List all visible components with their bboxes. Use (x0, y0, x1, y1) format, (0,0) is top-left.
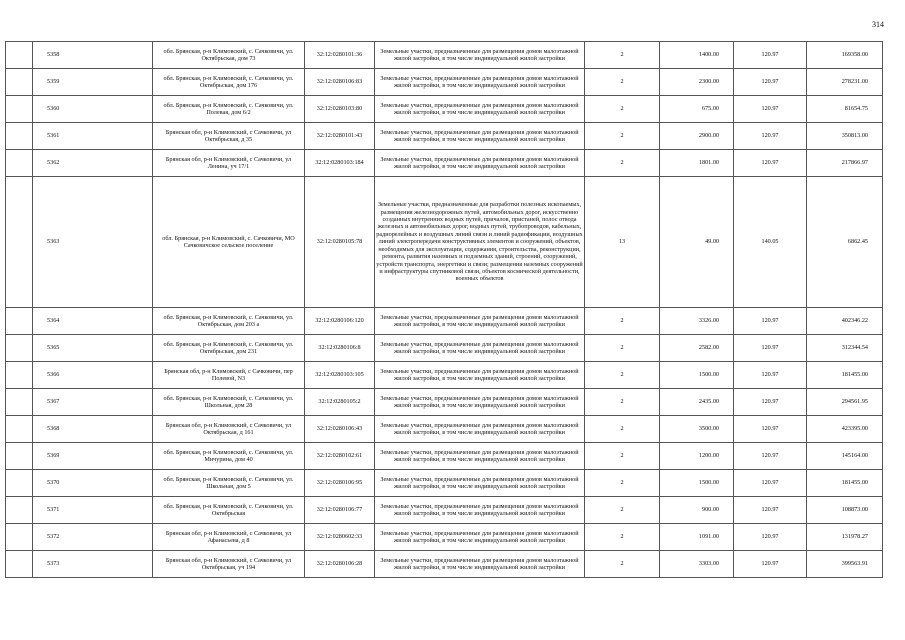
area-value: 1400.00 (660, 42, 734, 69)
cadastral-value: 181455.00 (807, 470, 883, 497)
blank-cell (6, 362, 33, 389)
address-cell: Брянская обл, р-н Климовский, с Сачковичи, ул Октябрьская, уч 194 (153, 551, 305, 578)
land-purpose: Земельные участки, предназначенные для размещения домов малоэтажной жилой застройки, в том числе индивидуальной жилой застройки (375, 389, 585, 416)
row-number: 5359 (33, 69, 153, 96)
row-number: 5363 (33, 177, 153, 308)
blank-cell (6, 524, 33, 551)
address-cell: обл. Брянская, р-н Климовский, с. Сачковичи, ул. Школьная, дом 28 (153, 389, 305, 416)
group-number: 2 (585, 96, 660, 123)
address-cell: обл. Брянская, р-н Климовский, с. Сачковичи, ул. Мичурина, дом 40 (153, 443, 305, 470)
cadastral-number: 32:12:0280103:105 (305, 362, 375, 389)
rate-value: 120.97 (734, 362, 807, 389)
group-number: 2 (585, 335, 660, 362)
group-number: 2 (585, 443, 660, 470)
land-purpose: Земельные участки, предназначенные для размещения домов малоэтажной жилой застройки, в том числе индивидуальной жилой застройки (375, 308, 585, 335)
cadastral-value: 402346.22 (807, 308, 883, 335)
blank-cell (6, 497, 33, 524)
cadastral-value: 399563.91 (807, 551, 883, 578)
rate-value: 120.97 (734, 123, 807, 150)
group-number: 2 (585, 389, 660, 416)
cadastral-value: 169358.00 (807, 42, 883, 69)
area-value: 49.00 (660, 177, 734, 308)
table-row (6, 470, 883, 497)
group-number: 2 (585, 69, 660, 96)
cadastral-value: 350813.00 (807, 123, 883, 150)
area-value: 3326.00 (660, 308, 734, 335)
table-row (6, 123, 883, 150)
blank-cell (6, 177, 33, 308)
cadastral-value: 108873.00 (807, 497, 883, 524)
land-purpose: Земельные участки, предназначенные для разработки полезных ископаемых, размещения железнодорожных путей, автомобильных дорог, искусственно созданных внутренних водных путей, причалов, пристаней, полос отвода железных и автомобильных дорог, водных путей, трубопроводов, кабельных, радиорелейных и воздушных линий связи и линий радиофикации, воздушных линий электропередачи конструктивных элементов и сооружений, объектов, необходимых для эксплуатации, содержания, строительства, реконструкции, ремонта, развития наземных и подземных зданий, строений, сооружений, устройств транспорта, энергетики и связи; размещения наземных сооружений и инфраструктуры спутниковой связи, объектов космической деятельности, военных объектов (375, 177, 585, 308)
rate-value: 120.97 (734, 335, 807, 362)
blank-cell (6, 150, 33, 177)
land-registry-table (5, 41, 883, 578)
group-number: 2 (585, 42, 660, 69)
cadastral-number: 32:12:0280106:8 (305, 335, 375, 362)
blank-cell (6, 551, 33, 578)
rate-value: 120.97 (734, 443, 807, 470)
table-row (6, 416, 883, 443)
rate-value: 120.97 (734, 470, 807, 497)
table-row (6, 389, 883, 416)
cadastral-number: 32:12:0280106:77 (305, 497, 375, 524)
area-value: 2900.00 (660, 123, 734, 150)
rate-value: 140.05 (734, 177, 807, 308)
cadastral-number: 32:12:0280106:120 (305, 308, 375, 335)
address-cell: обл. Брянская, р-н Климовский, с. Сачковичи, ул. Октябрьская, дом 73 (153, 42, 305, 69)
row-number: 5360 (33, 96, 153, 123)
address-cell: обл. Брянская, р-н Климовский, с. Сачковичи, МО Сачковичское сельское поселение (153, 177, 305, 308)
cadastral-value: 6862.45 (807, 177, 883, 308)
row-number: 5365 (33, 335, 153, 362)
row-number: 5367 (33, 389, 153, 416)
group-number: 2 (585, 551, 660, 578)
cadastral-number: 32:12:0280106:28 (305, 551, 375, 578)
row-number: 5369 (33, 443, 153, 470)
cadastral-value: 312344.54 (807, 335, 883, 362)
blank-cell (6, 42, 33, 69)
row-number: 5364 (33, 308, 153, 335)
cadastral-number: 32:12:0280105:2 (305, 389, 375, 416)
cadastral-number: 32:12:0280106:43 (305, 416, 375, 443)
row-number: 5358 (33, 42, 153, 69)
blank-cell (6, 389, 33, 416)
cadastral-value: 131978.27 (807, 524, 883, 551)
table-body (6, 42, 883, 578)
area-value: 1500.00 (660, 362, 734, 389)
area-value: 1200.00 (660, 443, 734, 470)
page-number: 314 (872, 20, 884, 29)
rate-value: 120.97 (734, 524, 807, 551)
land-purpose: Земельные участки, предназначенные для размещения домов малоэтажной жилой застройки, в том числе индивидуальной жилой застройки (375, 470, 585, 497)
cadastral-number: 32:12:0280103:80 (305, 96, 375, 123)
group-number: 2 (585, 416, 660, 443)
row-number: 5362 (33, 150, 153, 177)
table-row (6, 308, 883, 335)
address-cell: Брянская обл, р-н Климовский, с Сачковичи, пер Полевой, N3 (153, 362, 305, 389)
group-number: 2 (585, 524, 660, 551)
blank-cell (6, 416, 33, 443)
table-row (6, 524, 883, 551)
cadastral-value: 294561.95 (807, 389, 883, 416)
address-cell: Брянская обл, р-н Климовский, с Сачковичи, ул Октябрьская, д 161 (153, 416, 305, 443)
cadastral-number: 32:12:0280101:36 (305, 42, 375, 69)
area-value: 3500.00 (660, 416, 734, 443)
area-value: 3303.00 (660, 551, 734, 578)
rate-value: 120.97 (734, 150, 807, 177)
land-purpose: Земельные участки, предназначенные для размещения домов малоэтажной жилой застройки, в том числе индивидуальной жилой застройки (375, 150, 585, 177)
cadastral-value: 145164.00 (807, 443, 883, 470)
blank-cell (6, 69, 33, 96)
row-number: 5372 (33, 524, 153, 551)
address-cell: обл. Брянская, р-н Климовский, с. Сачковичи, ул. Октябрьская (153, 497, 305, 524)
group-number: 2 (585, 308, 660, 335)
rate-value: 120.97 (734, 96, 807, 123)
land-purpose: Земельные участки, предназначенные для размещения домов малоэтажной жилой застройки, в том числе индивидуальной жилой застройки (375, 416, 585, 443)
land-purpose: Земельные участки, предназначенные для размещения домов малоэтажной жилой застройки, в том числе индивидуальной жилой застройки (375, 524, 585, 551)
cadastral-value: 181455.00 (807, 362, 883, 389)
land-purpose: Земельные участки, предназначенные для размещения домов малоэтажной жилой застройки, в том числе индивидуальной жилой застройки (375, 335, 585, 362)
rate-value: 120.97 (734, 389, 807, 416)
table-row (6, 497, 883, 524)
table-row (6, 42, 883, 69)
group-number: 13 (585, 177, 660, 308)
address-cell: обл. Брянская, р-н Климовский, с. Сачковичи, ул. Школьная, дом 5 (153, 470, 305, 497)
cadastral-value: 81654.75 (807, 96, 883, 123)
table-row (6, 443, 883, 470)
land-purpose: Земельные участки, предназначенные для размещения домов малоэтажной жилой застройки, в том числе индивидуальной жилой застройки (375, 42, 585, 69)
rate-value: 120.97 (734, 42, 807, 69)
land-purpose: Земельные участки, предназначенные для размещения домов малоэтажной жилой застройки, в том числе индивидуальной жилой застройки (375, 123, 585, 150)
cadastral-number: 32:12:0280101:43 (305, 123, 375, 150)
blank-cell (6, 123, 33, 150)
blank-cell (6, 443, 33, 470)
address-cell: Брянская обл, р-н Климовский, с Сачковичи, ул Октябрьская, д 35 (153, 123, 305, 150)
blank-cell (6, 335, 33, 362)
rate-value: 120.97 (734, 551, 807, 578)
cadastral-number: 32:12:0280103:184 (305, 150, 375, 177)
area-value: 2582.00 (660, 335, 734, 362)
address-cell: обл. Брянская, р-н Климовский, с. Сачковичи, ул. Октябрьская, дом 203 а (153, 308, 305, 335)
land-purpose: Земельные участки, предназначенные для размещения домов малоэтажной жилой застройки, в том числе индивидуальной жилой застройки (375, 362, 585, 389)
land-purpose: Земельные участки, предназначенные для размещения домов малоэтажной жилой застройки, в том числе индивидуальной жилой застройки (375, 551, 585, 578)
blank-cell (6, 96, 33, 123)
group-number: 2 (585, 497, 660, 524)
land-purpose: Земельные участки, предназначенные для размещения домов малоэтажной жилой застройки, в том числе индивидуальной жилой застройки (375, 497, 585, 524)
row-number: 5361 (33, 123, 153, 150)
table-row (6, 551, 883, 578)
area-value: 1500.00 (660, 470, 734, 497)
rate-value: 120.97 (734, 308, 807, 335)
rate-value: 120.97 (734, 416, 807, 443)
cadastral-number: 32:12:0280106:95 (305, 470, 375, 497)
row-number: 5371 (33, 497, 153, 524)
cadastral-number: 32:12:0280106:83 (305, 69, 375, 96)
cadastral-value: 217866.97 (807, 150, 883, 177)
cadastral-value: 423395.00 (807, 416, 883, 443)
land-purpose: Земельные участки, предназначенные для размещения домов малоэтажной жилой застройки, в том числе индивидуальной жилой застройки (375, 96, 585, 123)
group-number: 2 (585, 470, 660, 497)
table-row (6, 150, 883, 177)
table-row (6, 177, 883, 308)
table-row (6, 96, 883, 123)
address-cell: обл. Брянская, р-н Климовский, с. Сачковичи, ул. Октябрьская, дом 231 (153, 335, 305, 362)
area-value: 2300.00 (660, 69, 734, 96)
cadastral-number: 32:12:0280102:61 (305, 443, 375, 470)
cadastral-number: 32:12:0280602:33 (305, 524, 375, 551)
table-row (6, 362, 883, 389)
group-number: 2 (585, 150, 660, 177)
address-cell: Брянская обл, р-н Климовский, с Сачковичи, ул Ленина, уч 17/1 (153, 150, 305, 177)
row-number: 5366 (33, 362, 153, 389)
table-row (6, 69, 883, 96)
area-value: 900.00 (660, 497, 734, 524)
row-number: 5373 (33, 551, 153, 578)
area-value: 1801.00 (660, 150, 734, 177)
table-row (6, 335, 883, 362)
address-cell: обл. Брянская, р-н Климовский, с. Сачковичи, ул. Полевая, дом 6/2 (153, 96, 305, 123)
group-number: 2 (585, 123, 660, 150)
land-purpose: Земельные участки, предназначенные для размещения домов малоэтажной жилой застройки, в том числе индивидуальной жилой застройки (375, 443, 585, 470)
blank-cell (6, 470, 33, 497)
row-number: 5370 (33, 470, 153, 497)
row-number: 5368 (33, 416, 153, 443)
area-value: 1091.00 (660, 524, 734, 551)
rate-value: 120.97 (734, 69, 807, 96)
cadastral-number: 32:12:0280105:78 (305, 177, 375, 308)
address-cell: обл. Брянская, р-н Климовский, с. Сачковичи, ул. Октябрьская, дом 176 (153, 69, 305, 96)
group-number: 2 (585, 362, 660, 389)
address-cell: Брянская обл, р-н Климовский, с Сачковичи, ул Афанасьева, д 8 (153, 524, 305, 551)
land-purpose: Земельные участки, предназначенные для размещения домов малоэтажной жилой застройки, в том числе индивидуальной жилой застройки (375, 69, 585, 96)
blank-cell (6, 308, 33, 335)
rate-value: 120.97 (734, 497, 807, 524)
area-value: 2435.00 (660, 389, 734, 416)
area-value: 675.00 (660, 96, 734, 123)
cadastral-value: 278231.00 (807, 69, 883, 96)
